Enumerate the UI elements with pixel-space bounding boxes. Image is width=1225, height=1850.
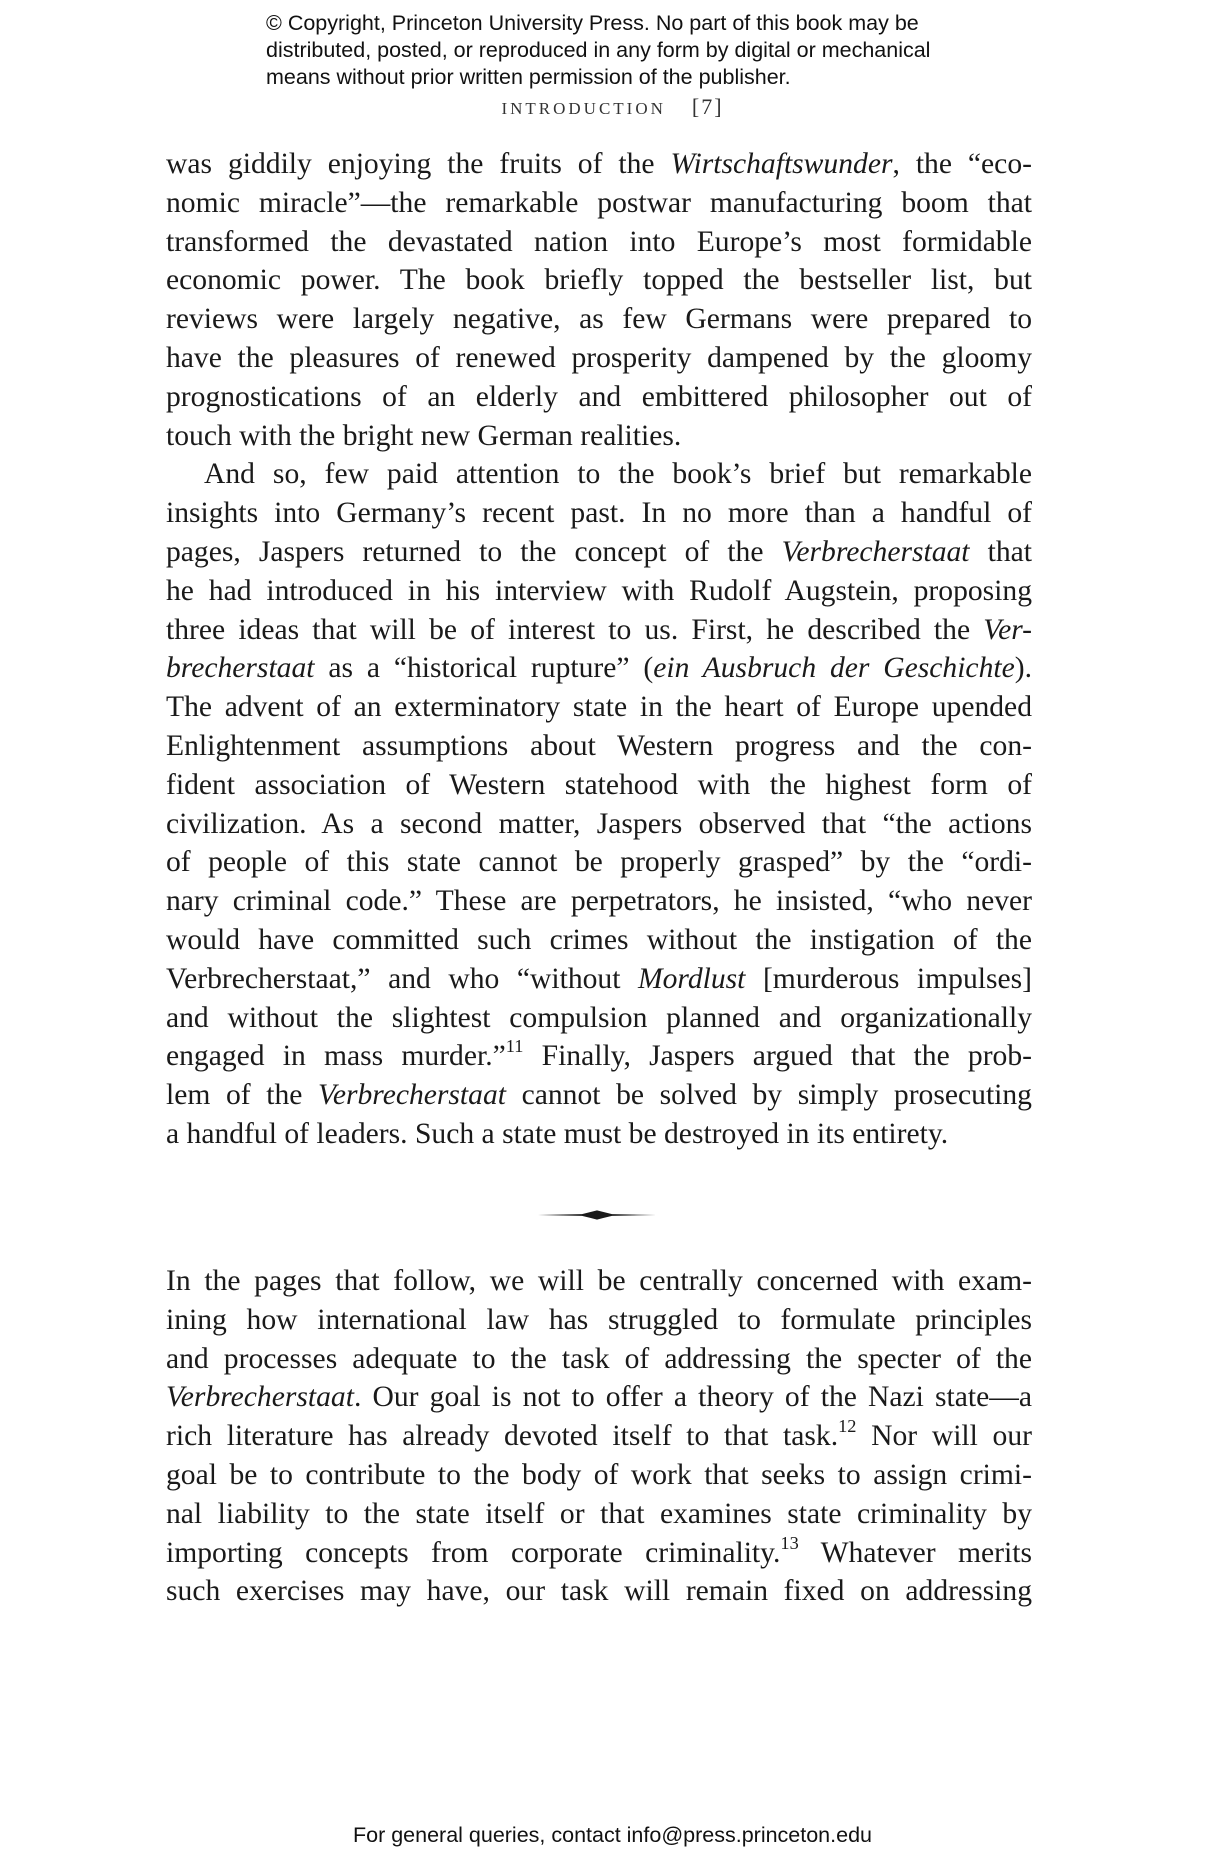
text-line — [166, 766, 1032, 805]
text-line — [166, 611, 1032, 650]
text-run: and processes adequate to the task of addressing the specter of the — [166, 1342, 1032, 1375]
page-number: [7] — [691, 94, 724, 119]
text-line — [166, 882, 1032, 921]
text-run: transformed the devastated nation into Europe’s most formidable — [166, 225, 1032, 258]
text-run: nomic miracle”—the remarkable postwar manufacturing boom that — [166, 186, 1032, 219]
text-line — [166, 1262, 1032, 1301]
italic-text: Wirtschaftswunder — [670, 148, 893, 180]
text-run: pages, Jaspers returned to the concept of the — [166, 535, 782, 568]
text-line — [166, 1076, 1032, 1115]
text-line — [166, 417, 1032, 456]
text-run: was giddily enjoying the fruits of the — [166, 148, 671, 180]
text-line — [166, 1340, 1032, 1379]
text-run: cannot be solved by simply prosecuting — [505, 1079, 1032, 1112]
text-line — [166, 572, 1032, 611]
text-line — [166, 1301, 1032, 1340]
text-line — [166, 727, 1032, 766]
text-line — [166, 378, 1032, 417]
running-head-title: INTRODUCTION — [501, 99, 666, 118]
text-line — [166, 223, 1032, 262]
text-line — [166, 649, 1032, 688]
italic-text: Mordlust — [637, 962, 746, 995]
text-line — [166, 339, 1032, 378]
footnote-reference: 12 — [838, 1415, 857, 1436]
text-line — [166, 688, 1032, 727]
text-run: engaged in mass murder.” — [166, 1040, 506, 1073]
text-run: fident association of Western statehood with the highest form of — [166, 768, 1032, 801]
footnote-reference: 13 — [780, 1532, 799, 1553]
text-line — [166, 1495, 1032, 1534]
contact-footer: For general queries, contact info@press.princeton.edu — [352, 1823, 872, 1847]
italic-text: Verbrecherstaat — [781, 535, 970, 568]
text-line — [166, 960, 1032, 999]
text-run: goal be to contribute to the body of work that seeks to assign crimi- — [166, 1458, 1032, 1491]
text-run: insights into Germany’s recent past. In no more than a handful of — [166, 497, 1032, 530]
text-run: , the “eco- — [892, 148, 1032, 180]
text-run: of people of this state cannot be properly grasped” by the “ordi- — [166, 846, 1032, 879]
text-run: lem of the — [166, 1079, 319, 1112]
italic-text: Ver- — [983, 613, 1032, 646]
text-line — [166, 145, 1032, 184]
text-line — [166, 261, 1032, 300]
text-run: civilization. As a second matter, Jaspers observed that “the actions — [166, 807, 1032, 840]
text-run: he had introduced in his interview with Rudolf Augstein, proposing — [166, 574, 1032, 607]
text-line — [166, 300, 1032, 339]
text-run: such exercises may have, our task will remain fixed on addressing — [166, 1575, 1032, 1608]
footnote-reference: 11 — [505, 1036, 524, 1057]
text-line — [166, 921, 1032, 960]
text-run: Nor will our — [856, 1420, 1032, 1453]
italic-text: Verbrecherstaat — [166, 1381, 354, 1414]
body-text-block-1 — [166, 145, 1032, 1154]
text-line — [166, 999, 1032, 1038]
text-run: touch with the bright new German realities. — [166, 419, 682, 452]
text-line — [166, 1572, 1032, 1611]
text-line — [166, 1417, 1032, 1456]
text-run: rich literature has already devoted itself to that task. — [166, 1420, 839, 1453]
running-head — [0, 94, 1225, 120]
text-run: nal liability to the state itself or that examines state criminality by — [166, 1497, 1032, 1530]
text-run: . Our goal is not to offer a theory of the Nazi state—a — [353, 1381, 1032, 1414]
text-line — [166, 843, 1032, 882]
text-run: reviews were largely negative, as few Germans were prepared to — [166, 303, 1032, 336]
text-run: ). — [1014, 652, 1032, 685]
ornamental-rule-icon — [538, 1208, 656, 1222]
text-line — [166, 494, 1032, 533]
text-run: [murderous impulses] — [745, 962, 1032, 995]
copyright-notice — [266, 10, 1026, 91]
text-line — [166, 805, 1032, 844]
text-run: nary criminal code.” These are perpetrators, he insisted, “who never — [166, 885, 1032, 918]
text-run: Enlightenment assumptions about Western progress and the con- — [166, 729, 1032, 762]
text-run: have the pleasures of renewed prosperity dampened by the gloomy — [166, 341, 1032, 374]
text-run: that — [969, 535, 1033, 568]
body-text-block-2 — [166, 1262, 1032, 1611]
italic-text: Verbrecherstaat — [318, 1079, 506, 1112]
italic-text: brecherstaat — [166, 652, 315, 685]
text-line — [166, 1115, 1032, 1154]
text-line — [166, 1378, 1032, 1417]
text-line — [166, 1534, 1032, 1573]
text-run: prognostications of an elderly and embittered philosopher out of — [166, 380, 1032, 413]
text-line — [166, 1456, 1032, 1495]
text-run: And so, few paid attention to the book’s brief but remarkable — [204, 458, 1032, 491]
text-run: The advent of an exterminatory state in the heart of Europe upended — [166, 691, 1032, 724]
text-line — [166, 455, 1032, 494]
ornamental-rule-shape — [538, 1210, 656, 1219]
text-run: as a “historical rupture” ( — [314, 652, 654, 685]
text-line — [166, 184, 1032, 223]
text-run: and without the slightest compulsion planned and organizationally — [166, 1001, 1032, 1034]
text-run: Finally, Jaspers argued that the prob- — [523, 1040, 1032, 1073]
text-run: Verbrecherstaat,” and who “without — [166, 962, 638, 995]
copyright-line: © Copyright, Princeton University Press. No part of this book may be — [266, 11, 919, 35]
text-run: importing concepts from corporate criminality. — [166, 1536, 781, 1569]
text-run: ining how international law has struggled to formulate principles — [166, 1303, 1032, 1336]
text-line — [166, 1037, 1032, 1076]
copyright-line: means without prior written permission of the publisher. — [266, 65, 791, 89]
text-line — [166, 533, 1032, 572]
text-run: three ideas that will be of interest to us. First, he described the — [166, 613, 984, 646]
text-run: economic power. The book briefly topped the bestseller list, but — [166, 264, 1032, 297]
text-run: a handful of leaders. Such a state must be destroyed in its entirety. — [166, 1117, 949, 1150]
text-run: In the pages that follow, we will be centrally concerned with exam- — [166, 1265, 1032, 1297]
copyright-line: distributed, posted, or reproduced in any form by digital or mechanical — [266, 38, 931, 62]
italic-text: ein Ausbruch der Geschichte — [653, 652, 1015, 685]
text-run: would have committed such crimes without the instigation of the — [166, 923, 1032, 956]
text-run: Whatever merits — [798, 1536, 1032, 1569]
